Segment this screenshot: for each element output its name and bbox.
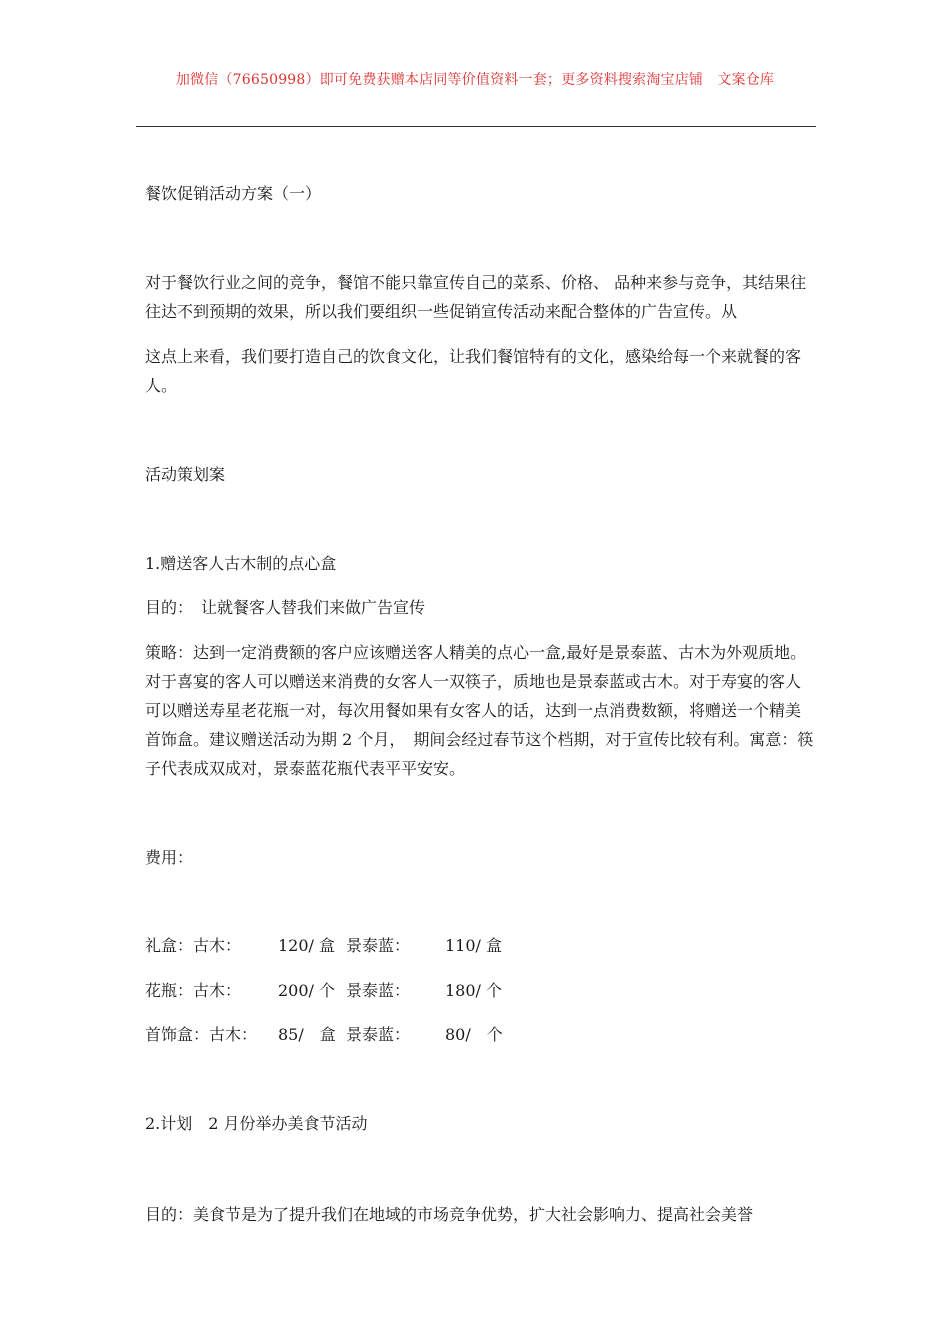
label-b: 景泰蓝： [346,981,411,1000]
header-promo-note: 加微信（76650998）即可免费获赠本店同等价值资料一套；更多资料搜索淘宝店铺 文案仓库 [175,72,775,88]
price-a: 85/ 盒 [278,1025,336,1044]
label-b: 景泰蓝： [346,936,411,955]
label-b: 景泰蓝： [346,1025,411,1044]
section2-purpose: 目的：美食节是为了提升我们在地域的市场竞争优势，扩大社会影响力、提高社会美誉 [145,1205,754,1224]
cost-label: 费用： [145,848,194,867]
section1-heading: 1.赠送客人古木制的点心盒 [145,554,337,573]
header-divider [136,126,816,127]
section1-purpose: 目的： 让就餐客人替我们来做广告宣传 [145,598,426,617]
price-b: 180/ 个 [445,981,503,1000]
price-b: 110/ 盒 [445,936,503,955]
document-title: 餐饮促销活动方案（一） [145,184,322,203]
price-item: 礼盒：古木： [145,936,242,955]
intro-paragraph-1: 对于餐饮行业之间的竞争，餐馆不能只靠宣传自己的菜系、价格、 品种来参与竞争，其结果往往达不到预期的效果，所以我们要组织一些促销宣传活动来配合整体的广告宣传。从 [145,273,807,321]
price-item: 首饰盒：古木： [145,1025,258,1044]
section2-heading: 2.计划 2 月份举办美食节活动 [145,1114,368,1133]
section1-strategy: 策略：达到一定消费额的客户应该赠送客人精美的点心一盒,最好是景泰蓝、古木为外观质地。对于喜宴的客人可以赠送来消费的女客人一双筷子，质地也是景泰蓝或古木。对于寿宴的客人可以赠送寿星老花瓶一对，每次用餐如果有女客人的话，达到一点消费数额，将赠送一个精美首饰盒。建议赠送活动为期 2 个月， 期间会经过春节这个档期，对于宣传比较有利。寓意：筷子代表成双成对，景泰蓝花瓶代表平平安安。 [145,643,814,778]
price-item: 花瓶：古木： [145,981,242,1000]
price-b: 80/ 个 [445,1025,503,1044]
price-a: 120/ 盒 [278,936,336,955]
plan-heading: 活动策划案 [145,465,226,484]
price-a: 200/ 个 [278,981,336,1000]
intro-paragraph-2: 这点上来看，我们要打造自己的饮食文化，让我们餐馆特有的文化，感染给每一个来就餐的客人。 [145,347,802,395]
